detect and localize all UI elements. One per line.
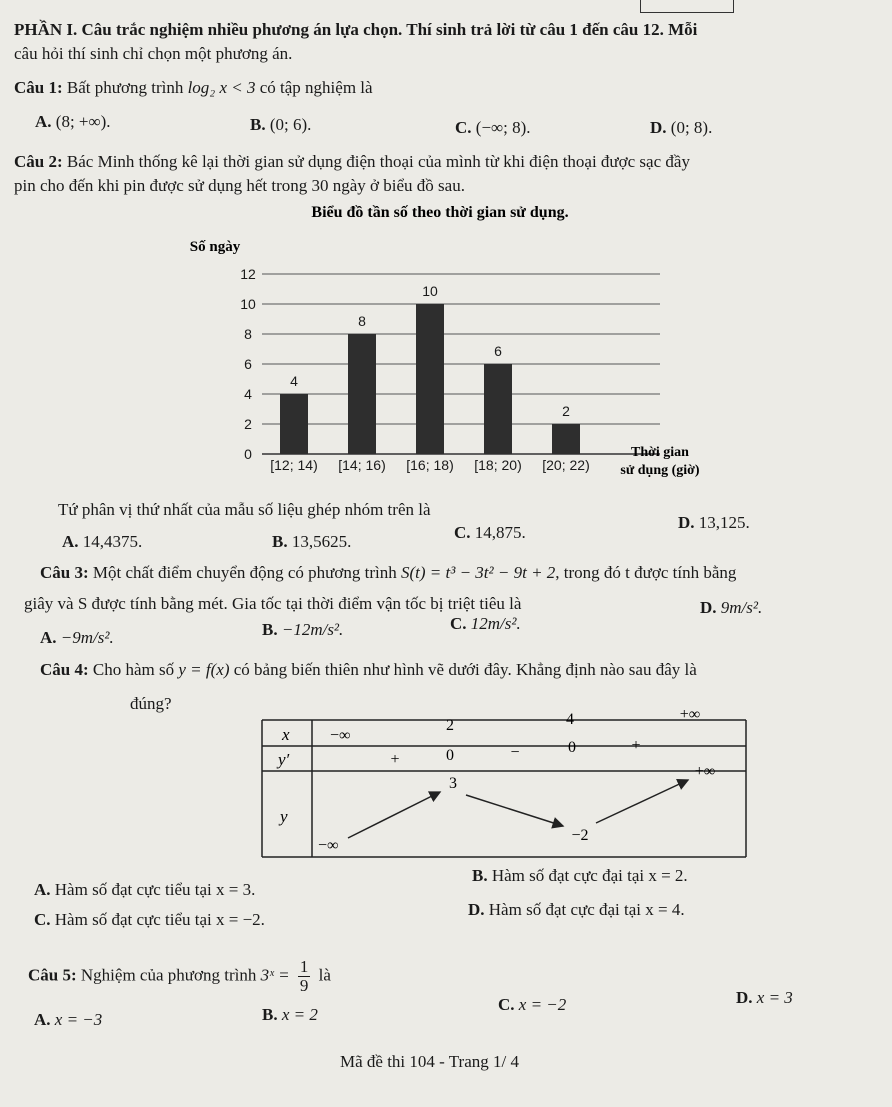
q1-option-b[interactable]: B. (0; 6). [250, 115, 312, 134]
bar-data-label: 10 [422, 283, 438, 299]
vt-sign: + [390, 751, 400, 768]
q2-question: Tứ phân vị thứ nhất của mẫu số liệu ghép nhóm trên là [58, 500, 431, 519]
vt-sign: + [631, 737, 641, 754]
q3-stem-line-2: giây và S được tính bằng mét. Gia tốc tại thời điểm vận tốc bị triệt tiêu là [24, 594, 522, 613]
q3-option-b[interactable]: B. −12m/s². [262, 620, 344, 639]
x-tick-label: [20; 22) [542, 457, 590, 473]
q4-stem-line-2: đúng? [130, 694, 172, 713]
y-tick-label: 0 [244, 446, 252, 462]
q3-stem-line-1: Câu 3: Một chất điểm chuyển động có phương trình S(t) = t³ − 3t² − 9t + 2, trong đó t được tính bằng [40, 563, 737, 582]
chart-xlabel-line-2: sử dụng (giờ) [620, 463, 700, 478]
vt-arrow-up [348, 792, 440, 838]
chart-title: Biểu đồ tần số theo thời gian sử dụng. [311, 204, 569, 221]
y-tick-label: 4 [244, 386, 252, 402]
vt-x-value: 4 [566, 711, 574, 728]
vt-x-value: +∞ [679, 706, 701, 723]
y-tick-label: 6 [244, 356, 252, 372]
q1-option-d[interactable]: D. (0; 8). [650, 118, 713, 137]
vt-y-value: +∞ [694, 763, 716, 780]
chart-ylabel: Số ngày [189, 239, 241, 255]
y-tick-label: 8 [244, 326, 252, 342]
q2-option-b[interactable]: B. 13,5625. [272, 532, 352, 551]
q5-option-b[interactable]: B. x = 2 [262, 1005, 318, 1024]
part-title-line-1: PHẦN I. Câu trắc nghiệm nhiều phương án lựa chọn. Thí sinh trả lời từ câu 1 đến câu 12. Mỗi [14, 20, 698, 39]
bar-data-label: 4 [290, 373, 298, 389]
vt-x-label: x [282, 725, 290, 744]
y-tick-label: 10 [240, 296, 256, 312]
vt-y-label: y [280, 807, 288, 826]
q5-stem: Câu 5: Nghiệm của phương trình 3ˣ = $\frac{1}{9}$ là [28, 957, 331, 995]
q4-stem-line-1: Câu 4: Cho hàm số y = f(x) có bảng biến thiên như hình vẽ dưới đây. Khẳng định nào sau đây là [40, 660, 697, 679]
y-tick-label: 2 [244, 416, 252, 432]
vt-y-value: 3 [449, 775, 457, 792]
q3-option-a[interactable]: A. −9m/s². [40, 628, 114, 647]
q3-option-d[interactable]: D. 9m/s². [700, 598, 763, 617]
vt-sign: 0 [568, 739, 576, 756]
q5-fraction: $\frac{1}{9}$ [299, 957, 309, 995]
vt-sign: 0 [446, 747, 454, 764]
vt-x-value: −∞ [330, 727, 351, 744]
q3-option-c[interactable]: C. 12m/s². [450, 614, 521, 633]
bar-data-label: 2 [562, 403, 570, 419]
q2-stem-line-1: Câu 2: Bác Minh thống kê lại thời gian sử dụng điện thoại của mình từ khi điện thoại được sạc đầy [14, 152, 690, 171]
q5-option-d[interactable]: D. x = 3 [736, 988, 793, 1007]
x-tick-label: [16; 18) [406, 457, 454, 473]
vt-yprime-label: y′ [278, 750, 290, 769]
part-title-line-2: câu hỏi thí sinh chỉ chọn một phương án. [14, 44, 293, 63]
q4-option-b[interactable]: B. Hàm số đạt cực đại tại x = 2. [472, 866, 688, 885]
x-tick-label: [14; 16) [338, 457, 386, 473]
bar-data-label: 6 [494, 343, 502, 359]
vt-arrow-up [596, 780, 688, 823]
bar-data-label: 8 [358, 313, 366, 329]
q1-option-a[interactable]: A. (8; +∞). [35, 112, 111, 131]
q5-option-a[interactable]: A. x = −3 [34, 1010, 103, 1029]
x-tick-label: [18; 20) [474, 457, 522, 473]
q2-option-d[interactable]: D. 13,125. [678, 513, 750, 532]
q1-stem: Câu 1: Bất phương trình log₂ x < 3 có tập nghiệm là [14, 78, 373, 97]
q4-option-c[interactable]: C. Hàm số đạt cực tiểu tại x = −2. [34, 910, 265, 929]
chart-xlabel-line-1: Thời gian [631, 445, 689, 460]
x-tick-label: [12; 14) [270, 457, 318, 473]
q1-option-c[interactable]: C. (−∞; 8). [455, 118, 531, 137]
q4-option-a[interactable]: A. Hàm số đạt cực tiểu tại x = 3. [34, 880, 256, 899]
vt-y-value: −∞ [318, 837, 339, 854]
vt-y-value: −2 [571, 827, 589, 844]
y-tick-label: 12 [240, 266, 256, 282]
vt-sign: − [510, 744, 520, 761]
q2-option-a[interactable]: A. 14,4375. [62, 532, 143, 551]
q2-option-c[interactable]: C. 14,875. [454, 523, 526, 542]
q5-option-c[interactable]: C. x = −2 [498, 995, 567, 1014]
page-footer: Mã đề thi 104 - Trang 1/ 4 [340, 1052, 519, 1071]
q2-stem-line-2: pin cho đến khi pin được sử dụng hết trong 30 ngày ở biểu đồ sau. [14, 176, 465, 195]
vt-x-value: 2 [446, 717, 454, 734]
vt-arrow-down [466, 795, 563, 826]
q4-option-d[interactable]: D. Hàm số đạt cực đại tại x = 4. [468, 900, 685, 919]
